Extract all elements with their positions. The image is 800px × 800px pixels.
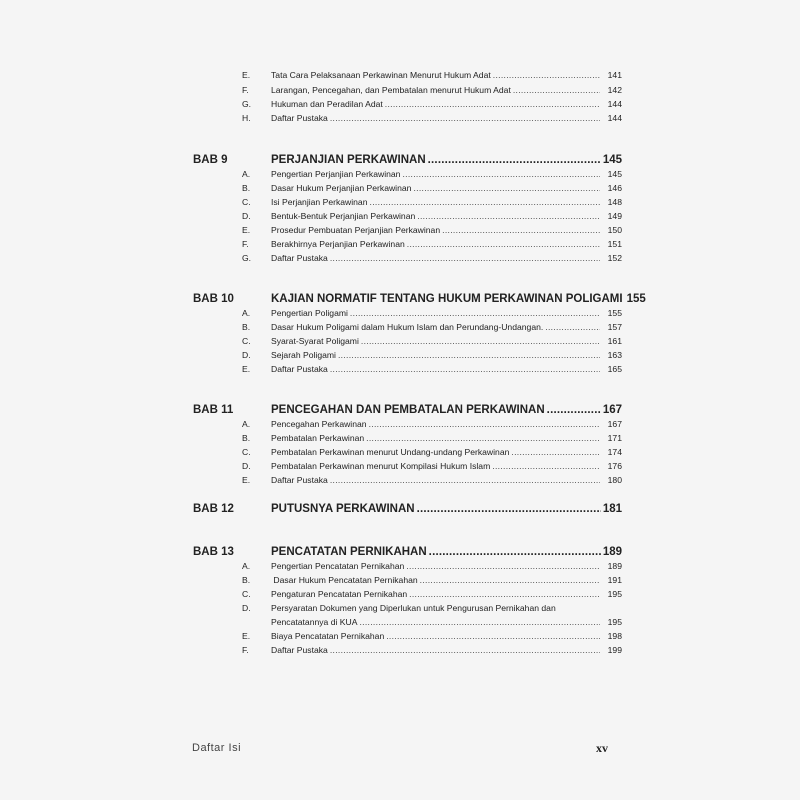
- toc-entry: [271, 239, 622, 250]
- entry-letter: C.: [242, 589, 251, 599]
- toc-entry: [271, 364, 622, 375]
- entry-letter: C.: [242, 336, 251, 346]
- entry-title: Daftar Pustaka: [271, 364, 328, 374]
- entry-page: 195: [607, 589, 622, 599]
- entry-letter: D.: [242, 461, 251, 471]
- entry-page: 152: [607, 253, 622, 263]
- chapter-page: 145: [602, 154, 622, 166]
- chapter-number: BAB 11: [193, 404, 234, 416]
- entry-title: Biaya Pencatatan Pernikahan: [271, 631, 385, 641]
- entry-letter: F.: [242, 645, 249, 655]
- chapter-heading-bab-13: [193, 545, 622, 559]
- entry-page: 144: [607, 113, 622, 123]
- toc-entry: [271, 645, 622, 656]
- entry-title: Pengertian Perjanjian Perkawinan: [271, 169, 401, 179]
- entry-page: 174: [607, 447, 622, 457]
- entry-title: Pengaturan Pencatatan Pernikahan: [271, 589, 408, 599]
- entry-page: 198: [607, 631, 622, 641]
- entry-letter: E.: [242, 631, 251, 641]
- entry-page: 148: [607, 197, 622, 207]
- entry-title: Hukuman dan Peradilan Adat: [271, 99, 383, 109]
- entry-letter: B.: [242, 433, 251, 443]
- entry-page: 199: [607, 645, 622, 655]
- toc-entry: [271, 350, 622, 361]
- entry-letter: B.: [242, 183, 251, 193]
- entry-title: Daftar Pustaka: [271, 645, 328, 655]
- chapter-heading-bab-10: [193, 292, 646, 306]
- entry-page: 141: [607, 70, 622, 80]
- entry-page: 157: [607, 322, 622, 332]
- entry-letter: A.: [242, 169, 251, 179]
- toc-entry: [271, 85, 622, 96]
- entry-title: Dasar Hukum Pencatatan Pernikahan: [271, 575, 418, 585]
- entry-page: 144: [607, 99, 622, 109]
- entry-letter: F.: [242, 239, 249, 249]
- chapter-title: PENCEGAHAN DAN PEMBATALAN PERKAWINAN: [271, 404, 545, 416]
- entry-letter: A.: [242, 308, 251, 318]
- chapter-page: 181: [602, 503, 622, 515]
- entry-title-continued: Pencatatannya di KUA: [271, 617, 358, 627]
- toc-entry: [271, 631, 622, 642]
- toc-entry: [271, 308, 622, 319]
- toc-entry: [271, 70, 622, 81]
- toc-entry: [271, 419, 622, 430]
- entry-letter: G.: [242, 253, 252, 263]
- toc-entry: [271, 113, 622, 124]
- entry-page: 149: [607, 211, 622, 221]
- entry-title: Pembatalan Perkawinan menurut Undang-undang Perkawinan: [271, 447, 510, 457]
- entry-letter: E.: [242, 364, 251, 374]
- entry-letter: F.: [242, 85, 249, 95]
- running-footer: Daftar Isi: [192, 742, 242, 754]
- entry-page: 180: [607, 475, 622, 485]
- toc-entry: [271, 475, 622, 486]
- entry-letter: E.: [242, 70, 251, 80]
- toc-entry: [271, 169, 622, 180]
- entry-page: 176: [607, 461, 622, 471]
- entry-title: Sejarah Poligami: [271, 350, 336, 360]
- chapter-page: 189: [602, 546, 622, 558]
- entry-title: Dasar Hukum Poligami dalam Hukum Islam dan Perundang-Undangan.: [271, 322, 544, 332]
- entry-letter: E.: [242, 475, 251, 485]
- entry-page: 150: [607, 225, 622, 235]
- toc-entry-line-1: [271, 603, 622, 614]
- toc-entry: [271, 575, 622, 586]
- entry-title: Prosedur Pembuatan Perjanjian Perkawinan: [271, 225, 441, 235]
- entry-title: Larangan, Pencegahan, dan Pembatalan menurut Hukum Adat: [271, 85, 511, 95]
- entry-page: 195: [607, 617, 622, 627]
- chapter-title: PUTUSNYA PERKAWINAN: [271, 503, 415, 515]
- entry-page: 161: [607, 336, 622, 346]
- entry-letter: H.: [242, 113, 251, 123]
- entry-page: 165: [607, 364, 622, 374]
- toc-entry: [271, 336, 622, 347]
- entry-page: 146: [607, 183, 622, 193]
- entry-title: Pembatalan Perkawinan: [271, 433, 365, 443]
- entry-title: Pengertian Pencatatan Pernikahan: [271, 561, 405, 571]
- entry-letter: A.: [242, 561, 251, 571]
- chapter-title: PENCATATAN PERNIKAHAN: [271, 546, 427, 558]
- chapter-title: PERJANJIAN PERKAWINAN: [271, 154, 426, 166]
- entry-title: Syarat-Syarat Poligami: [271, 336, 359, 346]
- entry-title: Daftar Pustaka: [271, 475, 328, 485]
- entry-page: 163: [607, 350, 622, 360]
- entry-title: Daftar Pustaka: [271, 113, 328, 123]
- entry-page: 145: [607, 169, 622, 179]
- entry-letter: A.: [242, 419, 251, 429]
- toc-entry: [271, 211, 622, 222]
- toc-entry: [271, 561, 622, 572]
- entry-title: Berakhirnya Perjanjian Perkawinan: [271, 239, 405, 249]
- chapter-page: 155: [626, 293, 646, 305]
- entry-page: 142: [607, 85, 622, 95]
- toc-entry: [271, 433, 622, 444]
- toc-entry: [271, 197, 622, 208]
- entry-letter: C.: [242, 197, 251, 207]
- entry-title: Bentuk-Bentuk Perjanjian Perkawinan: [271, 211, 416, 221]
- chapter-number: BAB 12: [193, 503, 234, 515]
- entry-title: Tata Cara Pelaksanaan Perkawinan Menurut Hukum Adat: [271, 70, 491, 80]
- entry-letter: D.: [242, 350, 251, 360]
- chapter-number: BAB 13: [193, 546, 234, 558]
- toc-entry: [271, 99, 622, 110]
- entry-page: 171: [607, 433, 622, 443]
- entry-page: 155: [607, 308, 622, 318]
- entry-letter: B.: [242, 575, 251, 585]
- entry-page: 167: [607, 419, 622, 429]
- entry-page: 191: [607, 575, 622, 585]
- entry-title: Pencegahan Perkawinan: [271, 419, 367, 429]
- entry-title: Isi Perjanjian Perkawinan: [271, 197, 368, 207]
- entry-letter: B.: [242, 322, 251, 332]
- toc-entry: [271, 253, 622, 264]
- toc-entry: [271, 447, 622, 458]
- toc-entry: [271, 589, 622, 600]
- entry-title: Pengertian Poligami: [271, 308, 348, 318]
- toc-entry: [271, 322, 622, 333]
- entry-title: Pembatalan Perkawinan menurut Kompilasi Hukum Islam: [271, 461, 491, 471]
- toc-entry: [271, 225, 622, 236]
- chapter-number: BAB 9: [193, 154, 228, 166]
- toc-entry-line-2: [271, 617, 622, 628]
- entry-letter: D.: [242, 603, 251, 613]
- chapter-heading-bab-11: [193, 403, 622, 417]
- entry-page: 189: [607, 561, 622, 571]
- entry-title: Dasar Hukum Perjanjian Perkawinan: [271, 183, 412, 193]
- entry-page: 151: [607, 239, 622, 249]
- toc-entry: [271, 183, 622, 194]
- chapter-title: KAJIAN NORMATIF TENTANG HUKUM PERKAWINAN POLIGAMI: [271, 293, 623, 305]
- toc-entry: [271, 461, 622, 472]
- page-number: xv: [596, 741, 608, 755]
- entry-letter: C.: [242, 447, 251, 457]
- chapter-heading-bab-9: [193, 153, 622, 167]
- entry-title: Daftar Pustaka: [271, 253, 328, 263]
- chapter-heading-bab-12: [193, 502, 622, 516]
- chapter-page: 167: [602, 404, 622, 416]
- entry-letter: G.: [242, 99, 252, 109]
- entry-letter: E.: [242, 225, 251, 235]
- chapter-number: BAB 10: [193, 293, 234, 305]
- entry-title: Persyaratan Dokumen yang Diperlukan untuk Pengurusan Pernikahan dan: [271, 603, 556, 613]
- entry-letter: D.: [242, 211, 251, 221]
